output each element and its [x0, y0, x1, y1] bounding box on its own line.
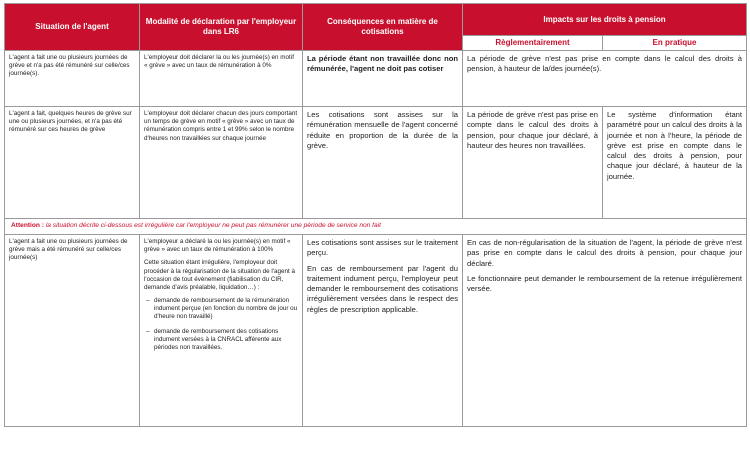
- table-row: [5, 107, 747, 219]
- row3-consequences-p2: En cas de remboursement par l'agent du traitement indument perçu, l'employeur peut demander le remboursement des cotisations irrégulièrement versées dans le respect des règles de prescription applicable.: [307, 263, 458, 314]
- row3-modalite-p1: L'employeur a déclaré la ou les journée(s) en motif « grève » avec un taux de rémunération à 100%: [144, 238, 291, 254]
- row2-consequences: Les cotisations sont assises sur la rémunération mensuelle de l'agent concerné réduite en proportion de la durée de la grève.: [303, 107, 463, 219]
- header-impacts: Impacts sur les droits à pension: [463, 4, 747, 36]
- row3-impacts: [463, 235, 747, 427]
- row2-reglementairement: La période de grève n'est pas prise en compte dans le calcul des droits à pension, pour chaque jour déclaré, à hauteur des heures non travaillées.: [463, 107, 603, 219]
- row3-modalite-list: [144, 297, 298, 352]
- row3-consequences-p1: Les cotisations sont assises sur le traitement perçu.: [307, 238, 458, 258]
- attention-row: [5, 219, 747, 235]
- table-row: [5, 235, 747, 427]
- row3-impacts-p2: Le fonctionnaire peut demander le remboursement de la retenue irrégulièrement versée.: [467, 273, 743, 293]
- attention-text: la situation décrite ci-dessous est irrégulière car l'employeur ne peut pas rémunérer une période de service non fait: [45, 222, 381, 229]
- row1-consequences: La période étant non travaillée donc non rémunérée, l'agent ne doit pas cotiser: [303, 51, 463, 107]
- header-situation: Situation de l'agent: [5, 4, 140, 51]
- row3-consequences: [303, 235, 463, 427]
- row1-impacts: La période de grève n'est pas prise en compte dans le calcul des droits à pension, à hauteur de la/des journée(s).: [463, 51, 747, 107]
- list-item: – demande de remboursement des cotisations indument versées à la CNRACL afférente aux périodes non travaillées.: [154, 328, 298, 353]
- attention-note: [5, 219, 747, 235]
- attention-label: Attention :: [11, 222, 44, 229]
- row3-modalite-p2: Cette situation étant irrégulière, l'employeur doit procéder à la régularisation de la situation de l'agent à l'occasion de tout évènement (fiabilisation du CIR, demande d'avis préalable, liquidation…) :: [144, 259, 296, 291]
- subheader-reglementairement: Règlementairement: [463, 36, 603, 51]
- row1-situation: L'agent a fait une ou plusieurs journées de grève et n'a pas été rémunéré sur celle/ces journée(s).: [5, 51, 140, 107]
- row3-modalite: [140, 235, 303, 427]
- header-consequences: Conséquences en matière de cotisations: [303, 4, 463, 51]
- pension-strike-table: [4, 3, 747, 427]
- row2-en-pratique: Le système d'information étant paramétré pour un calcul des droits à la journée et non à l'heure, la période de grève est prise en compte dans le calcul des droits à pension, pour chaque jour déclaré, à hauteur de la journée.: [603, 107, 747, 219]
- row1-modalite: L'employeur doit déclarer la ou les journée(s) en motif « grève » avec un taux de rémunération à 0%: [140, 51, 303, 107]
- subheader-en-pratique: En pratique: [603, 36, 747, 51]
- row3-impacts-p1: En cas de non-régularisation de la situation de l'agent, la période de grève n'est pas prise en compte dans le calcul des droits à pension, pour chaque jour déclaré.: [467, 238, 743, 268]
- row2-modalite: L'employeur doit déclarer chacun des jours comportant un temps de grève en motif « grève » avec un taux de rémunération compris entre 1 et 99% selon le nombre d'heures non travaillées sur chaque journée: [140, 107, 303, 219]
- row2-situation: L'agent a fait, quelques heures de grève sur une ou plusieurs journées, et n'a pas été rémunéré sur ces heures de grève: [5, 107, 140, 219]
- row3-situation: L'agent a fait une ou plusieurs journées de grève mais a été rémunéré sur celle/ces journée(s): [5, 235, 140, 427]
- list-item: – demande de remboursement de la rémunération indument perçue (en fonction du nombre de jour ou d'heure non travaillé): [154, 297, 298, 322]
- table-row: [5, 51, 747, 107]
- header-modalite: Modalité de déclaration par l'employeur dans LR6: [140, 4, 303, 51]
